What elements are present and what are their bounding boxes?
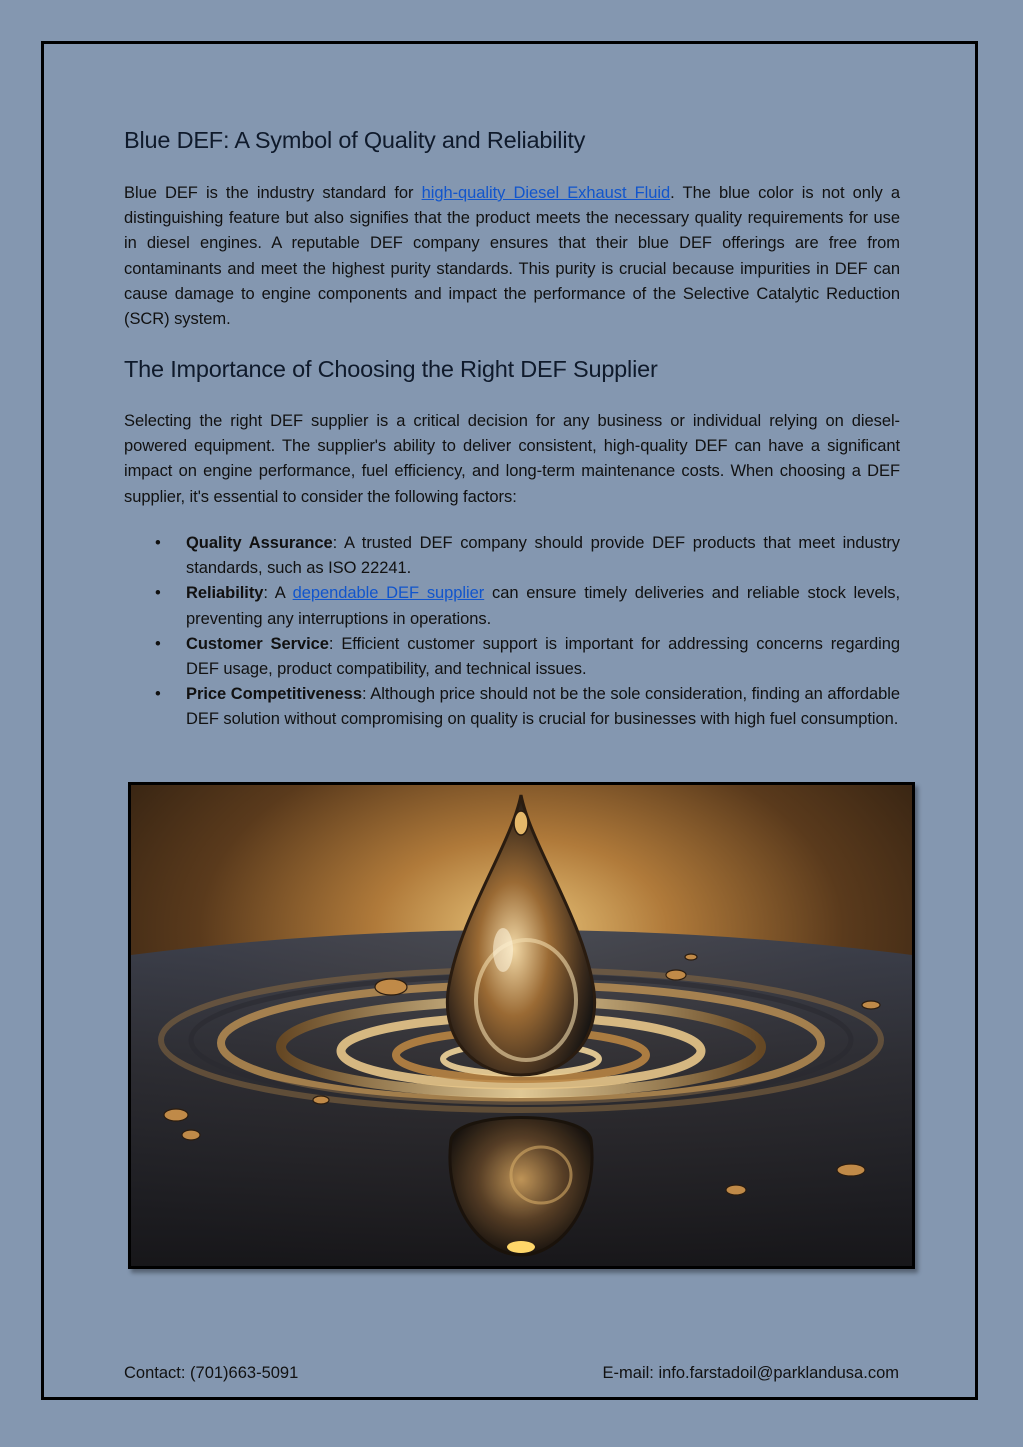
list-item-text: : Efficient customer support is important for addressing concerns regarding DEF usage, product compatibility, and technical issues. — [186, 634, 901, 679]
section1-text-end: . The blue color is not only a distinguishing feature but also signifies that the product meets the necessary quality requirements for use in diesel engines. A reputable DEF company ensures that their blue DEF offerings are free from contaminants and meet the highest purity standards. This purity is crucial because impurities in DEF can cause damage to engine components and impact the performance of the Selective Catalytic Reduction (SCR) system. — [124, 184, 900, 329]
dependable-def-supplier-link[interactable]: dependable DEF supplier — [292, 584, 485, 603]
list-item-text: : A trusted DEF company should provide DEF products that meet industry standards, such as ISO 22241. — [186, 534, 900, 578]
list-item-reliability — [124, 581, 900, 631]
section1-heading: Blue DEF: A Symbol of Quality and Reliability — [124, 127, 586, 153]
section2-paragraph: Selecting the right DEF supplier is a critical decision for any business or individual relying on diesel-powered equipment. The supplier's ability to deliver consistent, high-quality DEF can have a significant impact on engine performance, fuel efficiency, and long-term maintenance costs. When choosing a DEF supplier, it's essential to consider the following factors: — [124, 412, 900, 506]
list-item-text: : A — [263, 584, 293, 603]
list-item-quality-assurance — [124, 531, 900, 581]
high-quality-def-link[interactable]: high-quality Diesel Exhaust Fluid — [421, 184, 671, 202]
bullet-icon: • — [155, 634, 161, 653]
list-item-text: : Although price should not be the sole consideration, finding an affordable DEF solution without compromising on quality is crucial for businesses with high fuel consumption. — [186, 685, 900, 729]
bullet-icon: • — [155, 584, 161, 603]
bullet-icon: • — [155, 685, 161, 704]
section1-paragraph — [124, 181, 900, 332]
list-item-term: Reliability — [186, 584, 264, 603]
fluid-droplet-image — [128, 782, 915, 1269]
factors-list — [124, 531, 900, 733]
list-item-term: Quality Assurance — [186, 534, 333, 552]
list-item-term: Customer Service — [186, 634, 329, 653]
footer-contact: Contact: (701)663-5091 — [124, 1364, 299, 1382]
list-item-term: Price Competitiveness — [186, 685, 363, 704]
section2-heading: The Importance of Choosing the Right DEF Supplier — [124, 356, 658, 382]
footer-email: E-mail: info.farstadoil@parklandusa.com — [602, 1364, 899, 1382]
list-item-text: can ensure timely deliveries and reliable stock levels, preventing any interruptions in operations. — [186, 584, 900, 628]
section1-text-start: Blue DEF is the industry standard for — [124, 184, 422, 202]
list-item-customer-service — [124, 632, 900, 682]
bullet-icon: • — [155, 534, 161, 552]
list-item-price-competitiveness — [124, 682, 900, 732]
